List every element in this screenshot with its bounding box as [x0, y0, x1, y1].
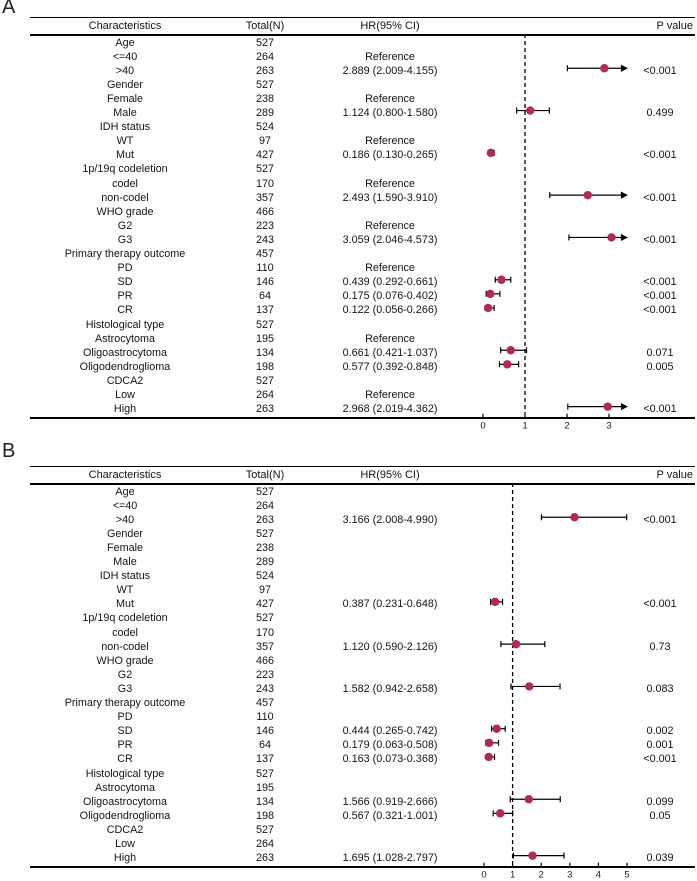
row-characteristic: G2	[117, 668, 133, 681]
row-characteristic: SD	[117, 725, 133, 738]
row-characteristic: Oligoastrocytoma	[82, 346, 167, 359]
table-row	[30, 121, 695, 135]
row-total: 195	[255, 781, 274, 794]
row-characteristic: Gender	[106, 78, 143, 91]
axis-tick-label: 4	[595, 869, 602, 881]
row-characteristic: Astrocytoma	[95, 781, 155, 794]
row-hr-ci: 0.122 (0.056-0.266)	[342, 304, 438, 317]
row-hr-ci: 1.566 (0.919-2.666)	[342, 795, 438, 808]
row-characteristic: PR	[117, 739, 133, 752]
row-total: 223	[255, 668, 274, 681]
row-total: 64	[258, 739, 271, 752]
row-characteristic: IDH status	[99, 121, 151, 134]
table-row	[30, 739, 695, 753]
row-characteristic: <=40	[112, 50, 138, 63]
table-row	[30, 64, 695, 78]
row-characteristic: CR	[117, 753, 133, 766]
row-total: 170	[255, 177, 274, 190]
row-total: 524	[255, 121, 274, 134]
row-characteristic: G3	[117, 233, 133, 246]
panel-b-table	[30, 466, 695, 868]
row-total: 527	[255, 485, 274, 498]
table-row	[30, 640, 695, 654]
table-row	[30, 725, 695, 739]
row-total: 527	[255, 78, 274, 91]
row-hr-ci: 2.493 (1.590-3.910)	[342, 191, 438, 204]
row-total: 527	[255, 612, 274, 625]
row-total: 195	[255, 332, 274, 345]
row-p-value: 0.005	[646, 360, 674, 373]
table-row	[30, 809, 695, 823]
row-total: 527	[255, 823, 274, 836]
row-characteristic: Astrocytoma	[95, 332, 155, 345]
header-p-value: P value	[656, 469, 693, 481]
row-p-value: 0.002	[646, 725, 674, 738]
row-total: 527	[255, 318, 274, 331]
row-characteristic: CDCA2	[106, 374, 144, 387]
table-row	[30, 318, 695, 332]
row-hr-ci: 0.175 (0.076-0.402)	[342, 290, 438, 303]
row-total: 146	[255, 276, 274, 289]
row-hr-ci: Reference	[365, 135, 415, 148]
table-row	[30, 555, 695, 569]
table-rows	[30, 485, 695, 868]
row-characteristic: Mut	[116, 149, 134, 162]
row-total: 527	[255, 163, 274, 176]
axis-tick-label: 1	[522, 420, 528, 432]
row-total: 457	[255, 248, 274, 261]
table-row	[30, 654, 695, 668]
table-row	[30, 233, 695, 247]
row-hr-ci: Reference	[365, 332, 415, 345]
row-total: 289	[255, 107, 274, 120]
header-total: Total(N)	[245, 20, 285, 32]
table-row	[30, 626, 695, 640]
table-row	[30, 304, 695, 318]
row-total: 263	[255, 852, 274, 865]
row-p-value: <0.001	[643, 753, 677, 766]
row-p-value: <0.001	[643, 304, 677, 317]
row-characteristic: 1p/19q codeletion	[82, 163, 168, 176]
table-row	[30, 388, 695, 402]
table-row	[30, 823, 695, 837]
row-characteristic: WHO grade	[96, 654, 154, 667]
row-total: 263	[255, 403, 274, 416]
row-total: 146	[255, 725, 274, 738]
row-p-value: 0.099	[646, 795, 674, 808]
row-hr-ci: 2.889 (2.009-4.155)	[342, 64, 438, 77]
table-row	[30, 106, 695, 120]
row-characteristic: >40	[115, 513, 135, 526]
table-row	[30, 276, 695, 290]
row-hr-ci: 3.166 (2.008-4.990)	[342, 513, 438, 526]
table-row	[30, 219, 695, 233]
table-row	[30, 92, 695, 106]
row-p-value: 0.05	[649, 809, 671, 822]
row-hr-ci: 1.120 (0.590-2.126)	[342, 640, 438, 653]
row-hr-ci: 2.968 (2.019-4.362)	[342, 403, 438, 416]
row-total: 264	[255, 50, 274, 63]
row-characteristic: Low	[115, 388, 135, 401]
row-p-value: <0.001	[643, 290, 677, 303]
row-total: 134	[255, 795, 274, 808]
table-row	[30, 767, 695, 781]
row-characteristic: IDH status	[99, 570, 151, 583]
panel-b	[0, 440, 697, 881]
axis-tick-label: 5	[624, 869, 630, 881]
row-total: 427	[255, 598, 274, 611]
row-total: 264	[255, 499, 274, 512]
table-header	[30, 467, 695, 485]
row-p-value: 0.071	[646, 346, 674, 359]
table-row	[30, 78, 695, 92]
table-header	[30, 18, 695, 36]
table-row	[30, 696, 695, 710]
row-hr-ci: Reference	[365, 177, 415, 190]
row-hr-ci: 0.387 (0.231-0.648)	[342, 598, 438, 611]
table-row	[30, 485, 695, 499]
row-characteristic: G2	[117, 219, 133, 232]
row-hr-ci: 1.124 (0.800-1.580)	[342, 107, 438, 120]
table-rows	[30, 36, 695, 419]
row-total: 357	[255, 191, 274, 204]
table-row	[30, 177, 695, 191]
row-p-value: 0.001	[646, 739, 674, 752]
row-p-value: <0.001	[643, 276, 677, 289]
row-total: 223	[255, 219, 274, 232]
row-characteristic: non-codel	[101, 640, 149, 653]
row-p-value: 0.499	[646, 107, 674, 120]
row-hr-ci: 0.179 (0.063-0.508)	[342, 739, 438, 752]
row-characteristic: PD	[117, 711, 133, 724]
row-total: 110	[256, 711, 274, 724]
row-characteristic: Histological type	[85, 318, 165, 331]
header-p-value: P value	[656, 20, 693, 32]
row-characteristic: PD	[117, 262, 133, 275]
table-row	[30, 290, 695, 304]
row-p-value: <0.001	[643, 191, 677, 204]
row-p-value: 0.083	[646, 682, 674, 695]
row-characteristic: Age	[115, 36, 135, 49]
table-row	[30, 598, 695, 612]
row-p-value: <0.001	[643, 64, 677, 77]
row-characteristic: non-codel	[101, 191, 149, 204]
row-hr-ci: Reference	[365, 93, 415, 106]
header-hr-ci: HR(95% CI)	[360, 469, 420, 481]
row-total: 427	[255, 149, 274, 162]
row-characteristic: 1p/19q codeletion	[82, 612, 168, 625]
row-hr-ci: 0.186 (0.130-0.265)	[342, 149, 438, 162]
axis-tick-label: 3	[567, 869, 573, 881]
row-characteristic: G3	[117, 682, 133, 695]
row-hr-ci: 1.695 (1.028-2.797)	[342, 852, 438, 865]
row-total: 263	[255, 64, 274, 77]
row-hr-ci: 1.582 (0.942-2.658)	[342, 682, 438, 695]
row-total: 527	[255, 374, 274, 387]
row-total: 457	[255, 697, 274, 710]
table-row	[30, 753, 695, 767]
row-p-value: 0.039	[646, 852, 674, 865]
row-hr-ci: 0.577 (0.392-0.848)	[342, 360, 438, 373]
row-characteristic: WHO grade	[96, 205, 154, 218]
table-row	[30, 191, 695, 205]
row-hr-ci: Reference	[365, 388, 415, 401]
row-total: 198	[255, 809, 274, 822]
row-total: 243	[255, 682, 274, 695]
row-characteristic: Oligodendroglioma	[79, 809, 171, 822]
table-row	[30, 360, 695, 374]
row-total: 289	[255, 556, 274, 569]
table-row	[30, 247, 695, 261]
table-row	[30, 851, 695, 865]
table-row	[30, 332, 695, 346]
table-row	[30, 711, 695, 725]
table-row	[30, 527, 695, 541]
panel-a-label: A	[2, 0, 16, 18]
row-total: 466	[255, 205, 274, 218]
table-row	[30, 612, 695, 626]
table-row	[30, 346, 695, 360]
row-characteristic: High	[113, 403, 137, 416]
row-total: 198	[255, 360, 274, 373]
row-characteristic: Male	[113, 107, 137, 120]
table-row	[30, 781, 695, 795]
table-row	[30, 149, 695, 163]
panel-a-table	[30, 17, 695, 419]
row-characteristic: codel	[112, 626, 138, 639]
row-characteristic: Male	[113, 556, 137, 569]
row-characteristic: codel	[112, 177, 138, 190]
row-characteristic: CDCA2	[106, 823, 144, 836]
row-total: 264	[255, 837, 274, 850]
row-p-value: <0.001	[643, 513, 677, 526]
table-row	[30, 135, 695, 149]
row-characteristic: High	[113, 852, 137, 865]
header-hr-ci: HR(95% CI)	[360, 20, 420, 32]
row-characteristic: WT	[116, 135, 134, 148]
row-total: 97	[258, 584, 271, 597]
row-hr-ci: 3.059 (2.046-4.573)	[342, 233, 438, 246]
row-characteristic: Primary therapy outcome	[64, 248, 186, 261]
row-total: 238	[255, 93, 274, 106]
row-characteristic: Mut	[116, 598, 134, 611]
row-characteristic: >40	[115, 64, 135, 77]
table-row	[30, 795, 695, 809]
row-characteristic: Female	[106, 93, 143, 106]
row-total: 524	[255, 570, 274, 583]
row-total: 527	[255, 36, 274, 49]
row-characteristic: Primary therapy outcome	[64, 697, 186, 710]
table-row	[30, 584, 695, 598]
row-hr-ci: 0.439 (0.292-0.661)	[342, 276, 438, 289]
row-hr-ci: 0.567 (0.321-1.001)	[342, 809, 438, 822]
row-characteristic: SD	[117, 276, 133, 289]
row-characteristic: PR	[117, 290, 133, 303]
row-total: 527	[255, 527, 274, 540]
row-characteristic: Histological type	[85, 767, 165, 780]
row-characteristic: CR	[117, 304, 133, 317]
row-characteristic: Oligoastrocytoma	[82, 795, 167, 808]
row-total: 263	[255, 513, 274, 526]
header-characteristics: Characteristics	[88, 469, 162, 481]
row-total: 110	[256, 262, 274, 275]
table-row	[30, 402, 695, 416]
axis-tick-label: 2	[564, 420, 570, 432]
axis-tick-label: 2	[538, 869, 544, 881]
row-p-value: <0.001	[643, 598, 677, 611]
table-row	[30, 50, 695, 64]
table-row	[30, 36, 695, 50]
row-p-value: 0.73	[649, 640, 671, 653]
row-hr-ci: Reference	[365, 219, 415, 232]
row-hr-ci: Reference	[365, 262, 415, 275]
row-total: 137	[255, 753, 274, 766]
row-characteristic: Oligodendroglioma	[79, 360, 171, 373]
row-characteristic: Low	[115, 837, 135, 850]
row-total: 134	[255, 346, 274, 359]
row-total: 527	[255, 767, 274, 780]
row-characteristic: <=40	[112, 499, 138, 512]
row-p-value: <0.001	[643, 233, 677, 246]
table-row	[30, 262, 695, 276]
table-row	[30, 668, 695, 682]
row-characteristic: Age	[115, 485, 135, 498]
axis-tick-label: 3	[606, 420, 612, 432]
row-hr-ci: 0.163 (0.073-0.368)	[342, 753, 438, 766]
row-total: 238	[255, 542, 274, 555]
row-total: 64	[258, 290, 271, 303]
table-row	[30, 374, 695, 388]
row-total: 466	[255, 654, 274, 667]
row-hr-ci: 0.444 (0.265-0.742)	[342, 725, 438, 738]
table-row	[30, 682, 695, 696]
header-characteristics: Characteristics	[88, 20, 162, 32]
table-row	[30, 570, 695, 584]
row-characteristic: Female	[106, 542, 143, 555]
row-hr-ci: Reference	[365, 50, 415, 63]
table-row	[30, 499, 695, 513]
table-row	[30, 513, 695, 527]
row-total: 170	[255, 626, 274, 639]
row-characteristic: WT	[116, 584, 134, 597]
table-row	[30, 837, 695, 851]
row-p-value: <0.001	[643, 149, 677, 162]
row-total: 243	[255, 233, 274, 246]
row-total: 264	[255, 388, 274, 401]
axis-tick-label: 0	[481, 869, 487, 881]
row-total: 97	[258, 135, 271, 148]
table-row	[30, 205, 695, 219]
table-row	[30, 541, 695, 555]
row-p-value: <0.001	[643, 403, 677, 416]
panel-b-label: B	[2, 440, 16, 462]
header-total: Total(N)	[245, 469, 285, 481]
axis-tick-label: 0	[480, 420, 486, 432]
row-hr-ci: 0.661 (0.421-1.037)	[342, 346, 438, 359]
table-row	[30, 163, 695, 177]
axis-tick-label: 1	[509, 869, 516, 881]
row-characteristic: Gender	[106, 527, 143, 540]
row-total: 357	[255, 640, 274, 653]
row-total: 137	[255, 304, 274, 317]
